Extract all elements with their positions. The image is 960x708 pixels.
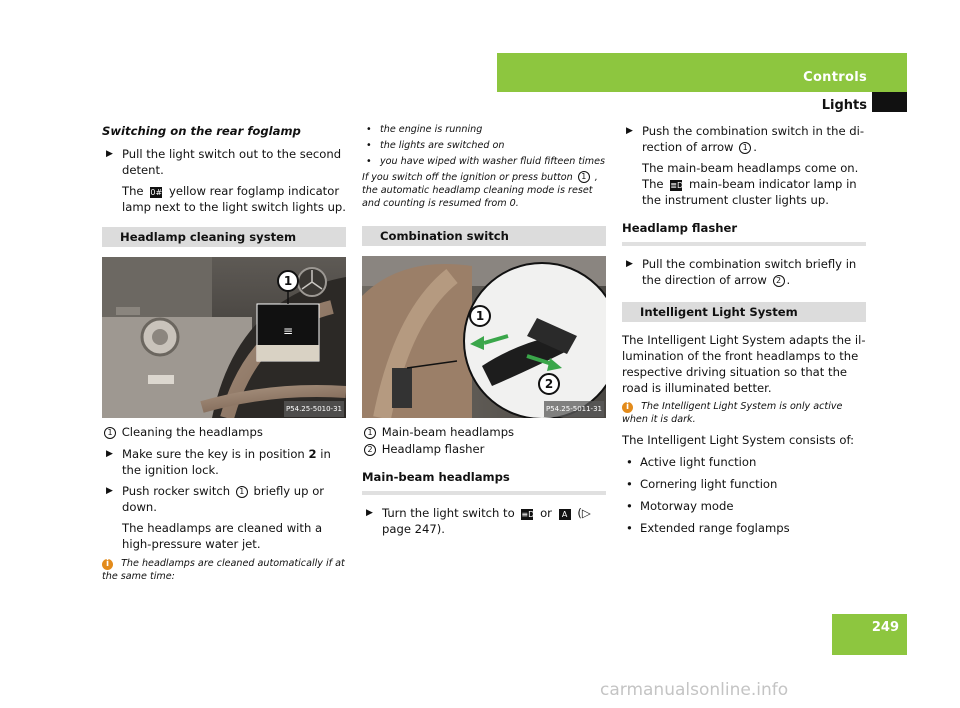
combination-switch-section: Combination switch xyxy=(362,226,606,246)
rear-foglamp-icon: 0# xyxy=(150,188,163,197)
bullet-dot: • xyxy=(366,156,372,167)
instruction-step xyxy=(622,256,866,288)
instruction-step xyxy=(622,123,866,155)
number-1-icon: 1 xyxy=(236,486,248,498)
step-text: Pull the combination switch briefly in the direction of arrow xyxy=(642,257,857,287)
detail-text: yellow rear foglamp indicator lamp next to the light switch lights up. xyxy=(122,184,346,214)
figure-callout-1: 1 xyxy=(283,274,293,288)
bullet-arrow-icon: ▶ xyxy=(106,449,113,459)
auto-light-icon: A xyxy=(559,509,571,520)
info-note xyxy=(102,557,346,583)
column-1 xyxy=(102,123,346,589)
note-text: The Intelligent Light System is only active when it is dark. xyxy=(622,401,843,425)
list-item-text: Cornering light function xyxy=(640,477,778,491)
column-3 xyxy=(622,123,866,542)
figure-caption xyxy=(362,424,606,440)
dashboard-photo xyxy=(102,257,346,418)
list-item-text: Motorway mode xyxy=(640,499,734,513)
key-position: 2 xyxy=(308,447,317,461)
step-text: briefly up or down. xyxy=(122,484,325,514)
list-item xyxy=(622,498,866,514)
step-text: Push rocker switch xyxy=(122,484,231,498)
list-item-text: Active light function xyxy=(640,455,757,469)
step-detail xyxy=(102,183,346,215)
figure-caption xyxy=(362,441,606,457)
detail-text: The main-beam headlamps come on. The xyxy=(642,161,859,191)
figure-code: P54.25-5011-31 xyxy=(544,401,604,417)
number-1-icon: 1 xyxy=(739,142,751,154)
list-item xyxy=(362,123,606,136)
step-text: Pull the light switch out to the second detent. xyxy=(122,147,342,177)
note-text: , the automatic headlamp cleaning mode is reset and counting is resumed from 0. xyxy=(362,172,598,209)
low-beam-icon: ≡D xyxy=(521,510,535,519)
bullet-arrow-icon: ▶ xyxy=(626,259,633,269)
step-detail: The headlamps are cleaned with a high-pressure water jet. xyxy=(122,521,323,551)
page-number-box xyxy=(832,614,907,655)
watermark: carmanualsonline.info xyxy=(600,680,789,700)
consists-text: The Intelligent Light System consists of: xyxy=(622,433,855,447)
column-2 xyxy=(362,123,606,542)
caption-text: Main-beam headlamps xyxy=(381,425,515,439)
list-item xyxy=(622,454,866,470)
figure-caption xyxy=(102,424,346,440)
number-2-icon: 2 xyxy=(773,275,785,287)
rear-foglamp-heading: Switching on the rear foglamp xyxy=(102,124,301,138)
main-beam-icon: ≣D xyxy=(670,181,684,190)
intelligent-light-body: The Intelligent Light System adapts the il-lumination of the front headlamps to the respective driving situation so that the road is illuminated better. xyxy=(622,333,866,395)
page-number: 249 xyxy=(871,620,899,635)
header-tab xyxy=(872,92,907,112)
detail-text: The xyxy=(122,184,144,198)
bullet-dot: • xyxy=(626,477,633,491)
note-text: If you switch off the ignition or press button xyxy=(362,172,573,183)
figure-callout-2: 2 xyxy=(544,377,554,391)
bullet-arrow-icon: ▶ xyxy=(366,508,373,518)
bullet-dot: • xyxy=(366,124,372,135)
number-1-icon: 1 xyxy=(578,171,590,183)
list-item xyxy=(362,155,606,168)
step-text: Make sure the key is in position xyxy=(122,447,305,461)
caption-text: Cleaning the headlamps xyxy=(121,425,263,439)
info-icon: i xyxy=(622,402,633,413)
list-item xyxy=(622,520,866,536)
instruction-step xyxy=(102,146,346,178)
instruction-step xyxy=(362,505,606,537)
note-text: The headlamps are cleaned automatically if at the same time: xyxy=(102,558,345,582)
list-item xyxy=(362,139,606,152)
subsection-title: Lights xyxy=(821,98,867,113)
headlamp-cleaning-figure xyxy=(102,257,346,418)
bullet-dot: • xyxy=(366,140,372,151)
reset-note xyxy=(362,171,606,210)
headlamp-flasher-subheading: Headlamp flasher xyxy=(622,220,866,246)
bullet-dot: • xyxy=(626,499,633,513)
bullet-arrow-icon: ▶ xyxy=(106,486,113,496)
combination-switch-figure xyxy=(362,256,606,418)
step-text: or xyxy=(540,506,552,520)
number-2-icon: 2 xyxy=(364,444,376,456)
list-item-text: the engine is running xyxy=(380,124,483,135)
bullet-dot: • xyxy=(626,521,633,535)
steering-column-photo xyxy=(362,256,606,418)
instruction-step xyxy=(102,446,346,478)
step-text: Turn the light switch to xyxy=(382,506,515,520)
svg-text:≡: ≡ xyxy=(282,324,294,338)
headlamp-cleaning-section: Headlamp cleaning system xyxy=(102,227,346,247)
number-1-icon: 1 xyxy=(104,427,116,439)
info-icon: i xyxy=(102,559,113,570)
caption-text: Headlamp flasher xyxy=(381,442,485,456)
step-detail xyxy=(622,160,866,208)
list-item-text: the lights are switched on xyxy=(380,140,505,151)
list-item-text: Extended range foglamps xyxy=(640,521,790,535)
list-item-text: you have wiped with washer fluid fifteen times xyxy=(380,156,606,167)
step-text: . xyxy=(786,273,791,287)
step-text: in the ignition lock. xyxy=(122,447,331,477)
bullet-arrow-icon: ▶ xyxy=(626,126,633,136)
step-text: Push the combination switch in the di-rection of arrow xyxy=(642,124,865,154)
list-item xyxy=(622,476,866,492)
bullet-arrow-icon: ▶ xyxy=(106,149,113,159)
page-reference: (▷ page 247). xyxy=(382,506,591,536)
instruction-step xyxy=(102,483,346,515)
detail-text: main-beam indicator lamp in the instrument cluster lights up. xyxy=(642,177,857,207)
bullet-dot: • xyxy=(626,455,633,469)
step-text: . xyxy=(753,140,757,154)
main-beam-subheading: Main-beam headlamps xyxy=(362,469,606,495)
intelligent-light-section: Intelligent Light System xyxy=(622,302,866,322)
figure-callout-1: 1 xyxy=(475,309,485,323)
section-title: Controls xyxy=(803,70,867,85)
figure-code: P54.25-5010-31 xyxy=(284,401,344,417)
number-1-icon: 1 xyxy=(364,427,376,439)
info-note xyxy=(622,400,866,426)
